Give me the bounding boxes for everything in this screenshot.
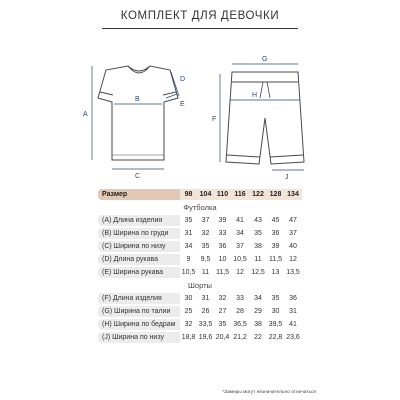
dimension-d-label: D (180, 76, 186, 83)
measurement-value: 19,6 (198, 334, 213, 341)
table-row (98, 254, 302, 265)
measurement-value: 10,5 (181, 269, 196, 276)
measurement-value: 10,5 (231, 254, 249, 265)
measurement-value: 26 (197, 306, 214, 317)
table-row (98, 215, 302, 226)
size-column-header: 98 (180, 189, 197, 200)
measurement-value: 39,5 (268, 321, 283, 328)
measurement-value: 18,8 (181, 334, 196, 341)
measurement-value: 31 (284, 306, 302, 317)
size-column-header: 110 (214, 189, 231, 200)
measurement-value: 41 (231, 215, 249, 226)
table-row (98, 306, 302, 317)
table-row (98, 293, 302, 304)
measurement-value: 31 (197, 293, 214, 304)
measurement-value: 12,5 (249, 267, 267, 278)
measurement-value: 35 (267, 293, 284, 304)
size-table (98, 187, 302, 345)
measurement-value: 34 (231, 228, 249, 239)
section-row (98, 202, 302, 213)
measurement-value: 12 (284, 254, 302, 265)
measurement-value: 39 (214, 215, 231, 226)
measurement-value: 22,8 (268, 334, 283, 341)
size-column-header: 134 (284, 189, 302, 200)
measurement-value: 33 (231, 293, 249, 304)
measurement-value: 12 (231, 267, 249, 278)
measurement-value: 36 (267, 228, 284, 239)
table-row (98, 319, 302, 330)
measurement-label: (F) Длина изделия (98, 293, 180, 304)
size-column-header: 104 (197, 189, 214, 200)
dimension-e-label: E (180, 101, 185, 108)
measurement-value: 39 (267, 241, 284, 252)
dimension-b-label: B (135, 96, 140, 103)
measurement-value: 11 (197, 267, 214, 278)
measurement-value: 30 (267, 306, 284, 317)
section-title: Шорты (188, 281, 212, 290)
measurement-value: 11,5 (268, 256, 283, 263)
measurement-value: 20,4 (215, 334, 230, 341)
measurement-value: 40 (284, 241, 302, 252)
measurement-value: 13,5 (284, 267, 302, 278)
measurement-value: 23,6 (284, 332, 302, 343)
dimension-f-label: F (212, 116, 217, 123)
measurement-label: (G) Ширина по талии (98, 306, 180, 317)
measurement-value: 45 (267, 215, 284, 226)
table-row (98, 332, 302, 343)
measurement-label: (E) Ширина рукава (98, 267, 180, 278)
size-column-header: 128 (267, 189, 284, 200)
measurement-value: 31 (180, 228, 197, 239)
size-header-row (98, 189, 302, 200)
measurement-value: 37 (284, 228, 302, 239)
dimension-a-label: A (83, 111, 88, 118)
measurement-value: 25 (180, 306, 197, 317)
measurement-label: (H) Ширина по бедрам (98, 319, 180, 330)
table-row (98, 228, 302, 239)
measurement-label: (A) Длина изделия (98, 215, 180, 226)
table-row (98, 267, 302, 278)
measurement-value: 29 (249, 306, 267, 317)
measurement-value: 37 (197, 215, 214, 226)
measurement-value: 36,5 (231, 319, 249, 330)
measurement-value: 9,5 (197, 254, 214, 265)
garment-diagram (80, 36, 320, 186)
section-row (98, 280, 302, 291)
measurement-value: 43 (249, 215, 267, 226)
measurement-label: (J) Ширина по низу (98, 332, 180, 343)
measurement-value: 35 (249, 228, 267, 239)
measurement-value: 34 (180, 241, 197, 252)
shorts-outline (226, 72, 304, 164)
measurement-value: 36 (284, 293, 302, 304)
measurement-value: 35 (214, 319, 231, 330)
measurement-value: 41 (284, 319, 302, 330)
size-chart-sheet (80, 0, 320, 400)
measurement-value: 32 (214, 293, 231, 304)
measurement-value: 30 (180, 293, 197, 304)
measurement-value: 10 (214, 254, 231, 265)
measurement-value: 38 (249, 241, 267, 252)
tshirt-outline (98, 66, 178, 160)
shorts-drawing (226, 72, 304, 164)
page-title: КОМПЛЕКТ ДЛЯ ДЕВОЧКИ (120, 10, 280, 22)
tshirt-drawing (98, 66, 178, 160)
measurement-value: 11 (249, 254, 267, 265)
dimension-c-label: C (135, 173, 141, 180)
measurement-value: 37 (231, 241, 249, 252)
measurement-value: 28 (231, 306, 249, 317)
dimension-g-label: G (262, 56, 268, 63)
measurement-value: 9 (180, 254, 197, 265)
size-header-label: Размер (98, 189, 180, 200)
measurement-value: 38 (249, 319, 267, 330)
measurement-value: 27 (214, 306, 231, 317)
dimension-h-label: H (252, 92, 258, 99)
measurement-value: 11,5 (215, 269, 230, 276)
measurement-value: 13 (267, 267, 284, 278)
size-column-header: 116 (231, 189, 249, 200)
measurement-value: 33,5 (198, 321, 213, 328)
measurements-note: *Замеры могут незначительно отличаться (222, 390, 316, 395)
measurement-value: 22 (249, 332, 267, 343)
measurement-value: 47 (284, 215, 302, 226)
title-underline (102, 28, 298, 29)
measurement-label: (C) Ширина по низу (98, 241, 180, 252)
measurement-value: 35 (180, 215, 197, 226)
dimension-j-label: J (285, 174, 289, 181)
measurement-value: 32 (197, 228, 214, 239)
measurement-value: 36 (214, 241, 231, 252)
measurement-value: 33 (214, 228, 231, 239)
table-row (98, 241, 302, 252)
measurement-label: (D) Длина рукава (98, 254, 180, 265)
measurement-value: 32 (180, 319, 197, 330)
measurement-label: (B) Ширина по груди (98, 228, 180, 239)
section-title: Футболка (183, 203, 217, 212)
measurement-value: 21,2 (231, 332, 249, 343)
size-column-header: 122 (249, 189, 267, 200)
measurement-value: 35 (197, 241, 214, 252)
measurement-value: 34 (249, 293, 267, 304)
